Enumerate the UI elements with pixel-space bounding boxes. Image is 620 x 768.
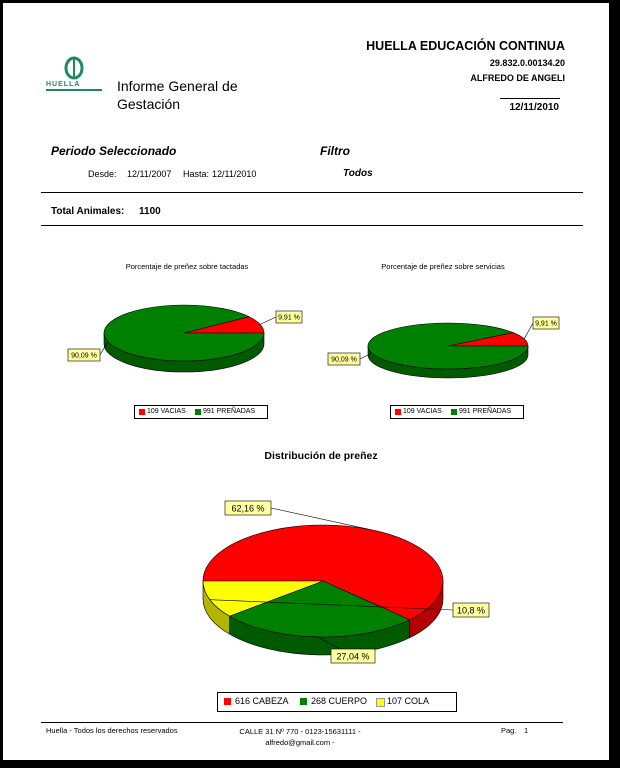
chart2-legend [390, 405, 524, 419]
footer-rights: Huella - Todos los derechos reservados [46, 726, 178, 735]
huella-logo [41, 56, 109, 100]
chart2-legend-vacias: 109 VACIAS [403, 407, 442, 415]
chart1-data-label-0: 9,91 % [278, 314, 300, 322]
company-name: HUELLA EDUCACIÓN CONTINUA [366, 39, 565, 53]
from-value: 12/11/2007 [127, 169, 172, 179]
company-code: 29.832.0.00134.20 [489, 58, 565, 68]
total-animals-value: 1100 [139, 206, 161, 217]
chart2-legend-swatch-vacias [395, 409, 401, 415]
chart1-legend-vacias: 109 VACIAS [147, 407, 186, 415]
chart3-legend [217, 692, 457, 712]
chart3-svg [188, 493, 508, 673]
period-label: Periodo Seleccionado [51, 144, 177, 158]
chart2-data-label-1: 90,09 % [331, 356, 357, 364]
report-date: 12/11/2010 [509, 102, 559, 113]
chart2-legend-swatch-prenadas [451, 409, 457, 415]
chart3-legend-cabeza: 616 CABEZA [235, 696, 289, 706]
chart3-legend-swatch-cabeza [224, 698, 231, 705]
chart1-legend-swatch-vacias [139, 409, 145, 415]
chart3-title: Distribución de preñez [264, 450, 378, 462]
chart1-title: Porcentaje de preñez sobre tactadas [125, 262, 249, 271]
chart1-legend-prenadas: 991 PREÑADAS [203, 407, 256, 415]
to-value: 12/11/2010 [212, 169, 257, 179]
filter-label: Filtro [320, 144, 350, 158]
footer-page-label: Pag. [501, 726, 517, 735]
footer-address: CALLE 31 Nº 770 - 0123-15631111 - [239, 727, 361, 736]
chart3-data-label-2: 10,8 % [456, 605, 486, 616]
chart3-legend-swatch-cola [376, 698, 385, 707]
total-animals-label: Total Animales: [51, 206, 125, 217]
report-title-line1: Informe General de [117, 78, 238, 94]
chart2-slice-1 [368, 323, 528, 369]
logo-text: HUELLA [46, 81, 81, 88]
chart2-data-label-0: 9,91 % [535, 320, 557, 328]
from-label: Desde: [88, 169, 117, 179]
person-name: ALFREDO DE ANGELI [470, 73, 565, 83]
to-label: Hasta: [183, 169, 210, 179]
chart3-legend-cola: 107 COLA [387, 696, 430, 706]
filter-value: Todos [343, 168, 373, 179]
footer-contact [211, 726, 389, 748]
chart1-data-label-1: 90,09 % [71, 352, 97, 360]
chart2-svg [318, 311, 557, 391]
chart2-leader-0 [524, 323, 533, 339]
chart1-svg [48, 291, 300, 391]
chart3-data-label-0: 62,16 % [231, 503, 265, 514]
chart3-legend-cuerpo: 268 CUERPO [311, 696, 368, 706]
chart1-legend [134, 405, 268, 419]
chart3-legend-swatch-cuerpo [300, 698, 307, 705]
chart1-legend-swatch-prenadas [195, 409, 201, 415]
report-title-line2: Gestación [117, 96, 181, 112]
footer-email: alfredo@gmail.com - [265, 738, 335, 747]
chart3-data-label-1: 27,04 % [336, 651, 370, 662]
chart1-slice-1 [104, 305, 264, 361]
report-sheet [3, 3, 609, 760]
chart1-leader-0 [260, 317, 276, 324]
report-title [117, 77, 238, 113]
chart2-legend-prenadas: 991 PREÑADAS [459, 407, 512, 415]
footer-page-number: 1 [524, 726, 529, 735]
chart2-title: Porcentaje de preñez sobre servicias [381, 262, 505, 271]
